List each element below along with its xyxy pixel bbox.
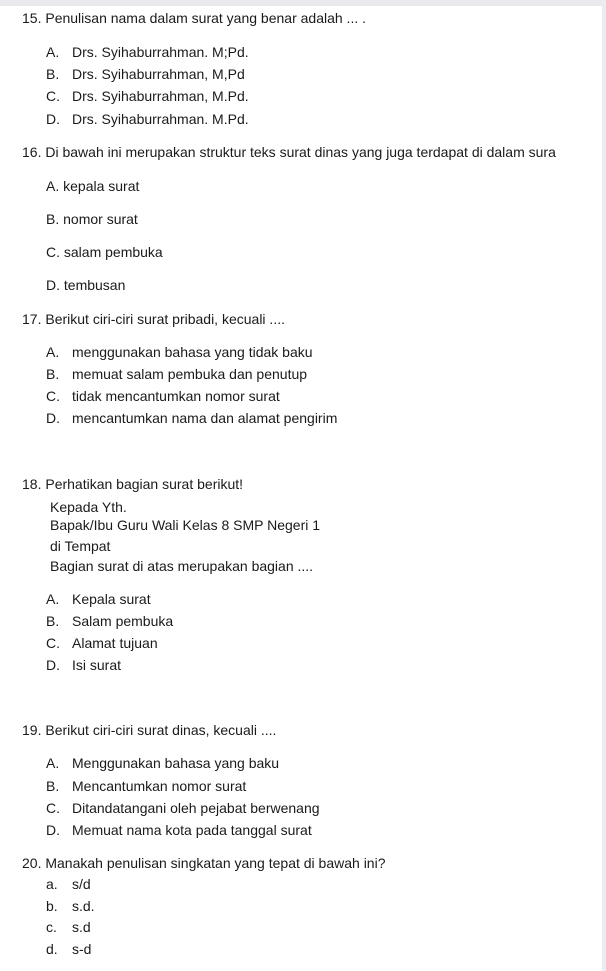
option-18-c: C. Alamat tujuan [46,635,158,651]
question-text: Manakah penulisan singkatan yang tepat di bawah ini? [45,855,386,871]
right-edge [602,0,606,971]
question-20 [22,854,386,872]
option-19-a: A. Menggunakan bahasa yang baku [46,755,280,771]
option-16-c: C. salam pembuka [46,244,163,260]
option-20-d: d. s-d [46,941,92,957]
option-17-c: C. tidak mencantumkan nomor surat [46,388,280,404]
question-19 [22,721,276,739]
option-16-a: A. kepala surat [46,178,140,194]
option-15-a: A. Drs. Syihaburrahman. M;Pd. [46,44,249,60]
option-19-c: C. Ditandatangani oleh pejabat berwenang [46,800,320,816]
option-18-a: A. Kepala surat [46,591,151,607]
top-border [0,0,606,6]
question-16 [22,143,602,161]
option-15-c: C. Drs. Syihaburrahman, M.Pd. [46,88,249,104]
question-text: Berikut ciri-ciri surat dinas, kecuali .... [45,722,277,738]
question-15 [22,9,366,27]
question-17 [22,310,285,328]
option-16-d: D. tembusan [46,277,126,293]
excerpt-line: Kepada Yth. [50,499,127,515]
excerpt-line: Bapak/Ibu Guru Wali Kelas 8 SMP Negeri 1 [50,517,321,533]
option-15-b: B. Drs. Syihaburrahman, M,Pd [46,66,245,82]
option-17-d: D. mencantumkan nama dan alamat pengirim [46,410,338,426]
option-15-d: D. Drs. Syihaburrahman. M.Pd. [46,111,249,127]
question-text: Perhatikan bagian surat berikut! [45,476,244,492]
question-number: 17. [22,311,42,327]
question-number: 15. [22,10,42,26]
option-20-b: b. s.d. [46,898,95,914]
question-text: Di bawah ini merupakan struktur teks surat dinas yang juga terdapat di dalam sura [45,144,556,160]
option-20-a: a. s/d [46,876,91,892]
option-17-b: B. memuat salam pembuka dan penutup [46,366,308,382]
excerpt-line: di Tempat [50,538,111,554]
question-prompt: Bagian surat di atas merupakan bagian .... [50,558,314,574]
option-18-d: D. Isi surat [46,657,122,673]
question-number: 16. [22,144,42,160]
option-19-b: B. Mencantumkan nomor surat [46,778,247,794]
question-18 [22,475,243,493]
question-number: 19. [22,722,42,738]
question-text: Penulisan nama dalam surat yang benar adalah ... . [45,10,367,26]
question-number: 18. [22,476,42,492]
option-16-b: B. nomor surat [46,211,138,227]
question-text: Berikut ciri-ciri surat pribadi, kecuali .... [45,311,285,327]
option-18-b: B. Salam pembuka [46,613,174,629]
option-19-d: D. Memuat nama kota pada tanggal surat [46,822,312,838]
question-number: 20. [22,855,42,871]
option-17-a: A. menggunakan bahasa yang tidak baku [46,344,313,360]
option-20-c: c. s.d [46,919,91,935]
